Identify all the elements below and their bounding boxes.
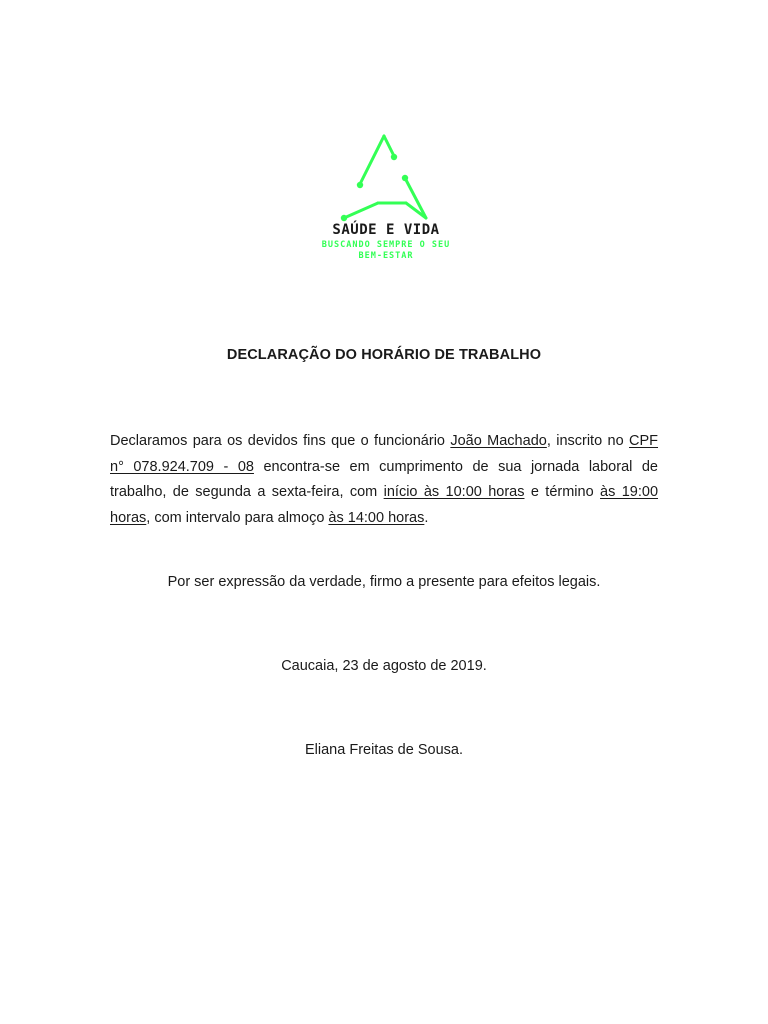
paragraph-text: , com intervalo para almoço [146, 509, 329, 526]
logo-tagline-line1: BUSCANDO SEMPRE O SEU [321, 240, 451, 250]
triangle-icon [344, 136, 426, 218]
logo-tagline-line2: BEM-ESTAR [358, 251, 414, 261]
triangle-dots [341, 154, 408, 221]
paragraph-text: e término [524, 484, 601, 500]
paragraph-text: Declaramos para os devidos fins que o funcionário [110, 433, 451, 449]
cpf-number: CPF n° 078.924.709 - 08 [110, 433, 659, 475]
place-and-date: Caucaia, 23 de agosto de 2019. [281, 658, 487, 674]
logo-brand-name: SAÚDE E VIDA [332, 222, 440, 238]
end-time: às 19:00 horas [110, 484, 659, 526]
paragraph-text: encontra-se em cumprimento de sua jornada laboral de trabalho, de segunda a sexta-feira, com [110, 458, 658, 500]
paragraph-text: . [424, 509, 429, 526]
signer-name: Eliana Freitas de Sousa. [305, 742, 463, 758]
closing-statement: Por ser expressão da verdade, firmo a presente para efeitos legais. [167, 574, 601, 590]
lunch-time: às 14:00 horas [328, 509, 425, 526]
logo-graphic [280, 100, 494, 296]
start-time: início às 10:00 horas [383, 484, 525, 500]
document-title: DECLARAÇÃO DO HORÁRIO DE TRABALHO [226, 347, 542, 363]
company-logo [280, 100, 494, 296]
employee-name: João Machado [450, 433, 547, 449]
paragraph-text: , inscrito no [546, 433, 630, 449]
declaration-paragraph [110, 429, 658, 531]
